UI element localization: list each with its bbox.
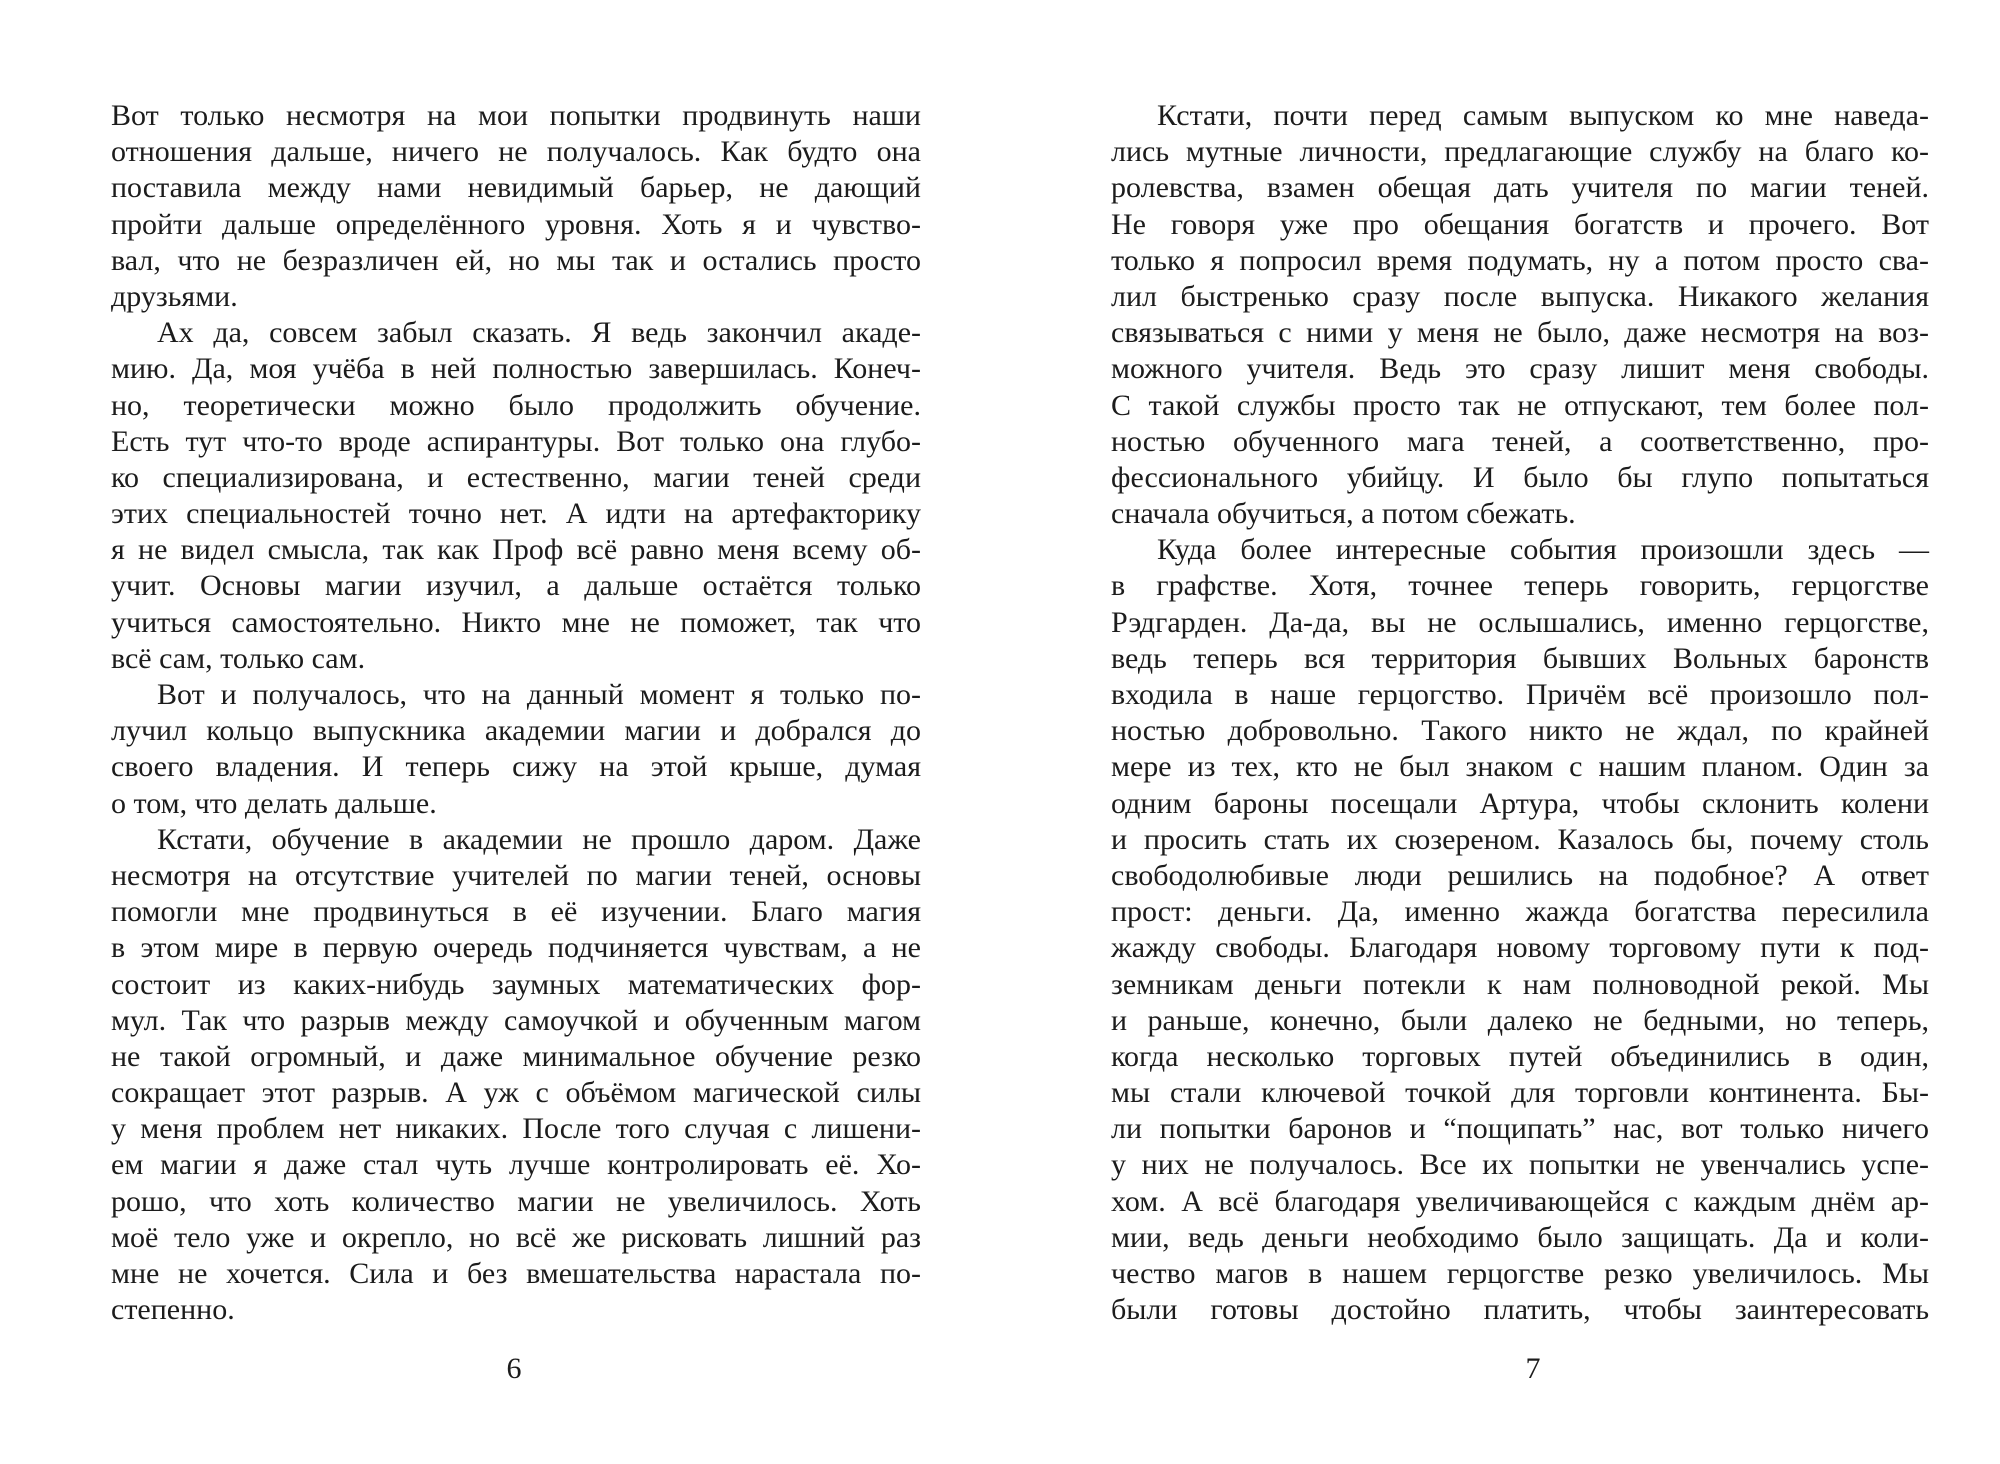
text-line: мне не хочется. Сила и без вмешательства нарастала по- [111,1257,921,1290]
text-line: прост: деньги. Да, именно жажда богатства пересилила [1111,895,1929,929]
text-line: мии, ведь деньги необходимо было защищать. Да и коли- [1111,1220,1929,1254]
text-line: жажду свободы. Благодаря новому торговому пути к под- [1111,931,1929,965]
text-line: только я попросил время подумать, ну а потом просто сва- [1111,243,1929,277]
text-line: фессионального убийцу. И было бы глупо попытаться [1111,460,1929,494]
text-line: ко специализирована, и естественно, магии теней среди [111,460,921,494]
text-line: мул. Так что разрыв между самоучкой и обученным магом [111,1003,921,1037]
text-line: ролевства, взамен обещая дать учителя по магии теней. [1111,171,1929,205]
text-line: лил быстренько сразу после выпуска. Никакого желания [1111,279,1929,313]
text-line: пройти дальше определённого уровня. Хоть я и чувство- [111,207,921,241]
text-line: но, теоретически можно было продолжить обучение. [111,388,921,422]
text-line: всё сам, только сам. [111,641,366,675]
text-line: чество магов в нашем герцогстве резко увеличилось. Мы [1111,1257,1929,1290]
text-line: Ах да, совсем забыл сказать. Я ведь закончил акаде- [157,316,921,350]
text-line: состоит из каких-нибудь заумных математических фор- [111,967,921,1001]
text-line: одним бароны посещали Артура, чтобы склонить колени [1111,786,1929,820]
text-line: хом. А всё благодаря увеличивающейся с каждым днём ар- [1111,1184,1929,1218]
right-page-text [1111,98,1929,1328]
text-line: моё тело уже и окрепло, но всё же рисковать лишний раз [111,1220,921,1254]
text-line: можного учителя. Ведь это сразу лишит меня свободы. [1111,352,1929,386]
text-line: о том, что делать дальше. [111,786,437,820]
text-line: отношения дальше, ничего не получалось. Как будто она [111,135,921,169]
text-line: ли попытки баронов и “пощипать” нас, вот только ничего [1111,1112,1929,1146]
text-line: ведь теперь вся территория бывших Вольных баронств [1111,641,1929,675]
text-line: в этом мире в первую очередь подчиняется чувствам, а не [111,931,921,965]
text-line: у них не получалось. Все их попытки не увенчались успе- [1111,1148,1929,1182]
text-line: учиться самостоятельно. Никто мне не поможет, так что [111,605,921,639]
text-line: лись мутные личности, предлагающие службу на благо ко- [1111,135,1929,169]
text-line: вал, что не безразличен ей, но мы так и остались просто [111,243,921,277]
text-line: Куда более интересные события произошли здесь — [1157,533,1929,567]
text-line: когда несколько торговых путей объединились в один, [1111,1039,1929,1073]
text-line: земникам деньги потекли к нам полноводной рекой. Мы [1111,967,1929,1001]
text-line: мере из тех, кто не был знаком с нашим планом. Один за [1111,750,1929,784]
text-line: Есть тут что-то вроде аспирантуры. Вот только она глубо- [111,424,921,458]
text-line: и просить стать их сюзереном. Казалось бы, почему столь [1111,822,1929,856]
text-line: Вот и получалось, что на данный момент я только по- [157,678,921,711]
text-line: несмотря на отсутствие учителей по магии теней, основы [111,858,921,892]
text-line: поставила между нами невидимый барьер, не дающий [111,171,921,205]
text-line: и раньше, конечно, были далеко не бедными, но теперь, [1111,1003,1929,1037]
text-line: С такой службы просто так не отпускают, тем более пол- [1111,388,1929,422]
text-line: свободолюбивые люди решились на подобное? А ответ [1111,858,1929,892]
text-line: связываться с ними у меня не было, даже несмотря на воз- [1111,316,1929,350]
text-line: помогли мне продвинуться в её изучении. Благо магия [111,895,921,929]
text-line: Рэдгарден. Да-да, вы не ослышались, именно герцогстве, [1111,605,1929,639]
text-line: сначала обучиться, а потом сбежать. [1111,497,1576,531]
text-line: друзьями. [111,279,238,313]
text-line: входила в наше герцогство. Причём всё произошло пол- [1111,678,1929,711]
text-line: сокращает этот разрыв. А уж с объёмом магической силы [111,1076,921,1110]
text-line: своего владения. И теперь сижу на этой крыше, думая [111,750,921,784]
text-line: мию. Да, моя учёба в ней полностью завершилась. Конеч- [111,352,921,386]
text-line: Кстати, почти перед самым выпуском ко мне наведа- [1157,99,1929,132]
text-line: не такой огромный, и даже минимальное обучение резко [111,1039,921,1073]
page-number: 6 [506,1352,522,1385]
text-line: были готовы достойно платить, чтобы заинтересовать [1111,1293,1929,1327]
text-line: Не говоря уже про обещания богатств и прочего. Вот [1111,207,1929,241]
text-line: в графстве. Хотя, точнее теперь говорить, герцогстве [1111,569,1929,603]
text-line: Кстати, обучение в академии не прошло даром. Даже [157,822,921,856]
text-line: мы стали ключевой точкой для торговли континента. Бы- [1111,1076,1929,1110]
text-line: лучил кольцо выпускника академии магии и добрался до [111,714,921,748]
text-line: этих специальностей точно нет. А идти на артефакторику [111,497,921,531]
text-line: степенно. [111,1293,235,1327]
right-page [1000,0,2000,1464]
text-line: ностью обученного мага теней, а соответственно, про- [1111,424,1929,458]
text-line: учит. Основы магии изучил, а дальше остаётся только [111,569,921,603]
text-line: у меня проблем нет никаких. После того случая с лишени- [111,1112,921,1146]
text-line: Вот только несмотря на мои попытки продвинуть наши [111,99,921,132]
text-line: ем магии я даже стал чуть лучше контролировать её. Хо- [111,1148,921,1182]
text-line: я не видел смысла, так как Проф всё равно меня всему об- [111,533,921,567]
left-page-text [111,98,921,1328]
page-number: 7 [1525,1352,1541,1385]
text-line: рошо, что хоть количество магии не увеличилось. Хоть [111,1184,921,1218]
text-line: ностью добровольно. Такого никто не ждал, по крайней [1111,714,1929,748]
